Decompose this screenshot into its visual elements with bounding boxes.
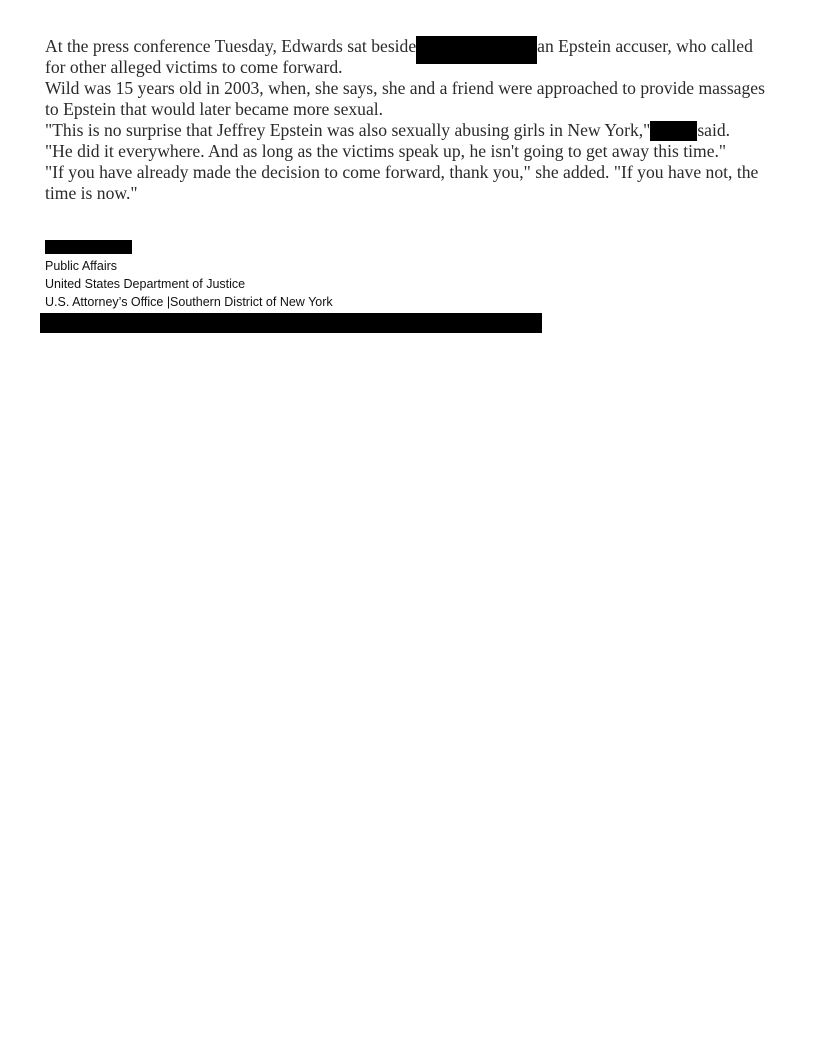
paragraph-text: Wild was 15 years old in 2003, when, she says, she and a friend were approached to provide massages to Epstein that would later became more sexual.	[45, 78, 765, 119]
signature-agency: United States Department of Justice	[45, 277, 246, 291]
email-signature	[45, 257, 333, 311]
paragraph-text: "This is no surprise that Jeffrey Epstein was also sexually abusing girls in New York,"	[45, 120, 651, 140]
redaction-block	[416, 36, 537, 64]
paragraph-text: At the press conference Tuesday, Edwards sat beside	[45, 36, 417, 56]
paragraph-wild	[45, 78, 775, 120]
paragraph-press-conference	[45, 36, 775, 78]
paragraph-quote-new-york	[45, 120, 775, 141]
signature-department: Public Affairs	[45, 259, 118, 273]
paragraph-text: said.	[697, 120, 731, 140]
paragraph-quote-everywhere	[45, 141, 775, 162]
paragraph-text: "He did it everywhere. And as long as the victims speak up, he isn't going to get away this time."	[45, 141, 727, 161]
paragraph-text: an Epstein accuser, who called for other alleged victims to come forward.	[45, 36, 753, 77]
paragraph-text: "If you have already made the decision to come forward, thank you," she added. "If you have not, the time is now."	[45, 162, 759, 203]
signature-name-redaction	[45, 240, 132, 254]
redaction-block	[650, 121, 697, 141]
signature-office: U.S. Attorney’s Office |Southern District of New York	[45, 295, 333, 309]
article-body	[45, 36, 775, 204]
signature-contact-redaction	[40, 313, 542, 333]
paragraph-quote-come-forward	[45, 162, 775, 204]
